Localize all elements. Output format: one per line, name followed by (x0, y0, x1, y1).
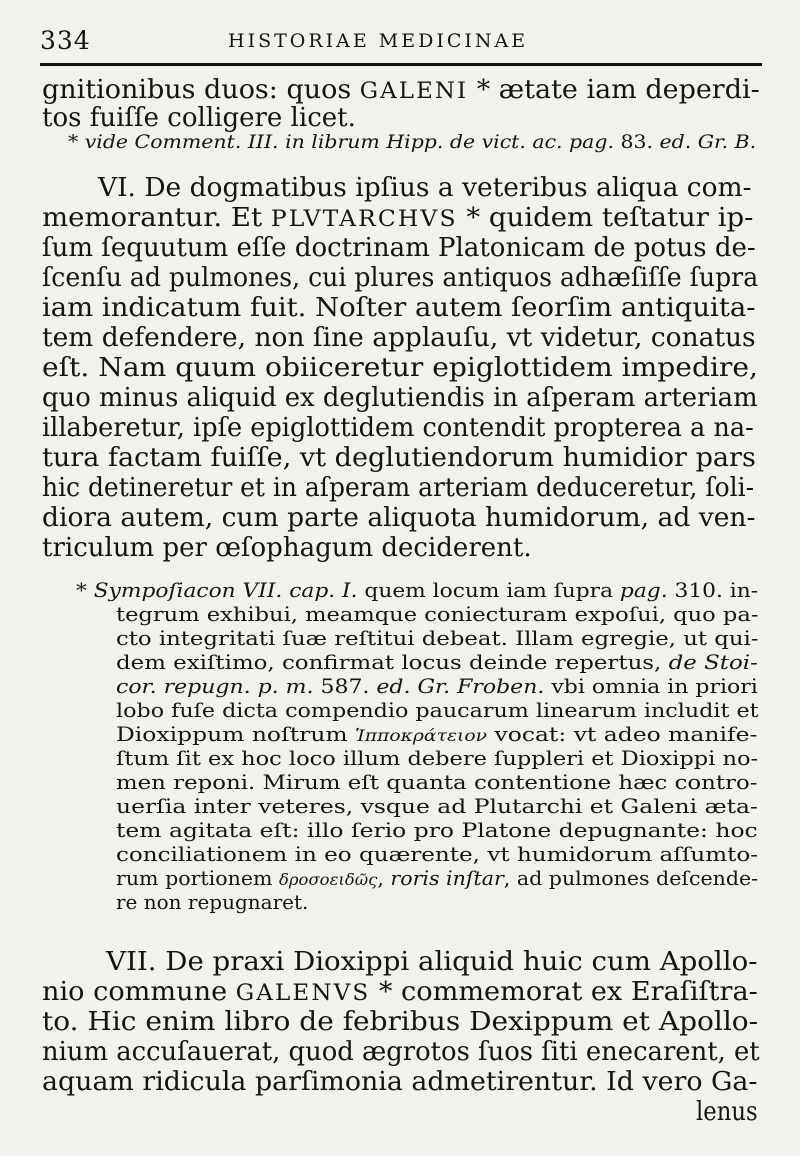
text-line: memorantur. Et PLVTARCHVS * quidem teſtatur ip- (42, 203, 754, 233)
footnote-line: uerſia inter veteres, vsque ad Plutarchi et Galeni æta- (116, 794, 758, 818)
page-number: 334 (40, 26, 91, 55)
header-rule (40, 63, 762, 66)
text-line: tura factam fuiſſe, vt deglutiendorum humidior pars (42, 443, 756, 473)
footnote-line: dem exiſtimo, confirmat locus deinde repertus, de Stoi- (116, 650, 758, 674)
text-line: hic detineretur et in aſperam arteriam deduceretur, ſoli- (42, 473, 755, 503)
text-line: eſt. Nam quum obiiceretur epiglottidem impedire, (42, 353, 758, 383)
page-header (40, 26, 762, 62)
text-line: aquam ridicula parſimonia admetirentur. Id vero Ga- (42, 1067, 758, 1097)
footnote-line: Dioxippum noſtrum Ἱπποκράτειον vocat: vt adeo manife- (116, 722, 758, 746)
footnote-line: ſtum ſit ex hoc loco illum debere ſuppleri et Dioxippi no- (116, 746, 759, 770)
footnote-line: tem agitata eſt: illo ſerio pro Platone depugnante: hoc (116, 818, 758, 842)
footnote-line: * vide Comment. III. in librum Hipp. de vict. ac. pag. 83. ed. Gr. B. (68, 131, 757, 153)
text-line: triculum per œſophagum deciderent. (42, 533, 532, 563)
footnote-line: re non repugnaret. (116, 890, 309, 914)
text-line: tos fuiſſe colligere licet. (42, 103, 356, 133)
footnote-line: * Sympoſiacon VII. cap. I. quem locum iam ſupra pag. 310. in- (76, 578, 759, 602)
text-line: nium accuſauerat, quod ægrotos ſuos ſiti enecarent, et (42, 1037, 760, 1067)
footnote-line: cto integritati ſuæ reſtitui debeat. Illam egregie, ut qui- (116, 626, 759, 650)
text-line: ſum ſequutum eſſe doctrinam Platonicam de potus de- (42, 233, 756, 263)
text-line: gnitionibus duos: quos GALENI * ætate iam deperdi- (42, 75, 760, 105)
text-line: VI. De dogmatibus ipſius a veteribus aliqua com- (98, 173, 752, 203)
text-line: iam indicatum fuit. Noſter autem ſeorſim antiquita- (42, 293, 756, 323)
running-head: HISTORIAE MEDICINAE (228, 30, 529, 52)
text-line: diora autem, cum parte aliquota humidorum, ad ven- (42, 503, 756, 533)
text-line: ſcenſu ad pulmones, cui plures antiquos adhæſiſſe ſupra (42, 263, 759, 293)
footnote-line: tegrum exhibui, meamque coniecturam expoſui, quo pa- (116, 602, 759, 626)
footnote-line: cor. repugn. p. m. 587. ed. Gr. Froben. vbi omnia in priori (116, 674, 758, 698)
text-line: to. Hic enim libro de febribus Dexippum et Apollo- (42, 1007, 759, 1037)
text-line: tem defendere, non ſine applauſu, vt videtur, conatus (42, 323, 756, 353)
text-line: quo minus aliquid ex deglutiendis in aſperam arteriam (42, 383, 758, 413)
text-line: illaberetur, ipſe epiglottidem contendit propterea a na- (42, 413, 754, 443)
text-line: nio commune GALENVS * commemorat ex Eraſiſtra- (42, 977, 758, 1007)
footnote-line: lobo fuſe dicta compendio paucarum linearum includit et (116, 698, 759, 722)
text-line: VII. De praxi Dioxippi aliquid huic cum Apollo- (106, 947, 758, 977)
footnote-line: conciliationem in eo quærente, vt humidorum aſſumto- (116, 842, 759, 866)
footnote-line: rum portionem δροσοειδῶς, roris inſtar, ad pulmones deſcende- (116, 866, 759, 890)
footnote-line: men reponi. Mirum eſt quanta contentione hæc contro- (116, 770, 758, 794)
text-line: lenus (696, 1097, 758, 1127)
